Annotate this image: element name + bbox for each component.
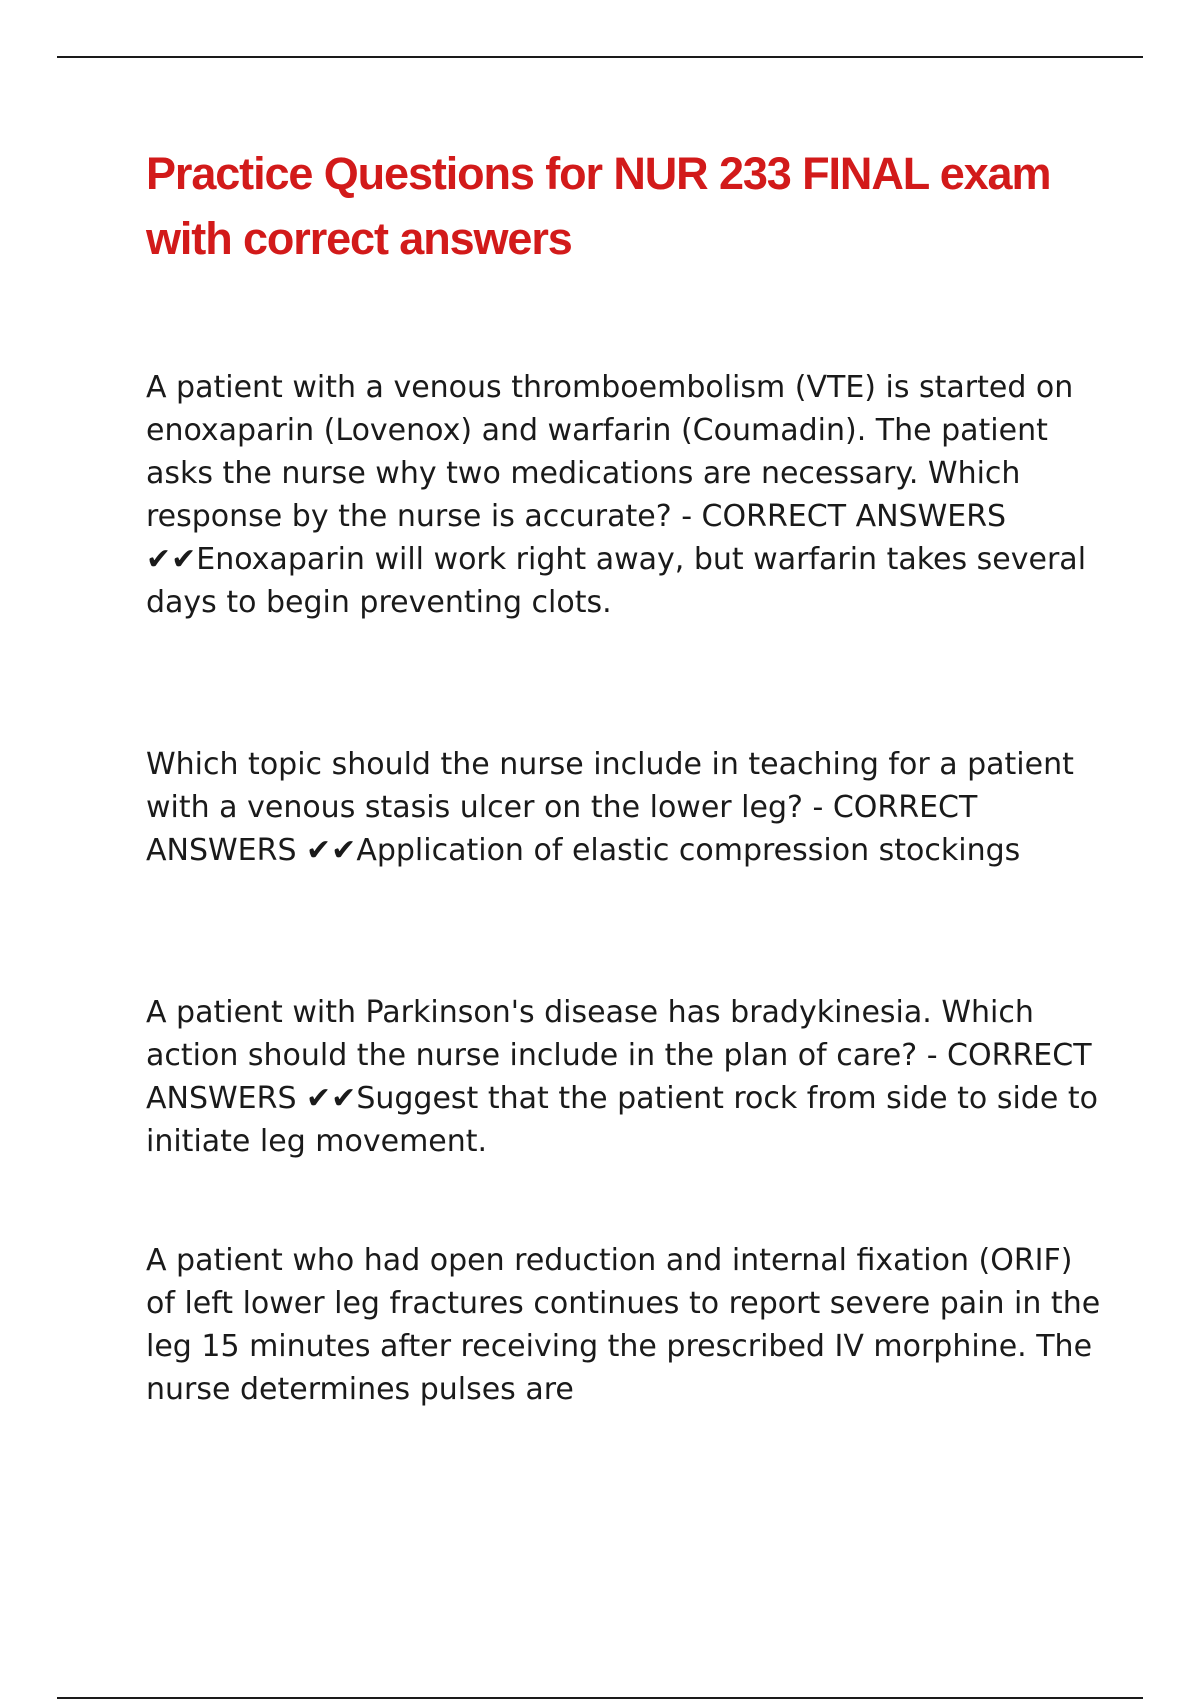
bottom-rule <box>57 1697 1143 1699</box>
question-text: A patient with Parkinson's disease has bradykinesia. Which action should the nurse include in the plan of care? <box>146 995 1044 1073</box>
answer-marker: - CORRECT ANSWERS ✔✔ <box>146 1038 1102 1116</box>
answer-text: Application of elastic compression stockings <box>356 833 1021 868</box>
qa-item <box>146 991 1106 1163</box>
answer-marker: - CORRECT ANSWERS ✔✔ <box>146 790 987 868</box>
answer-marker: - CORRECT ANSWERS ✔✔ <box>146 499 1016 577</box>
top-rule <box>57 56 1143 58</box>
question-text: Which topic should the nurse include in teaching for a patient with a venous stasis ulcer on the lower leg? <box>146 747 1084 825</box>
qa-item <box>146 1239 1110 1411</box>
question-text: A patient with a venous thromboembolism (VTE) is started on enoxaparin (Lovenox) and warfarin (Coumadin). The patient asks the nurse why two medications are necessary. Which response by the nurse is accurate? <box>146 370 1083 534</box>
answer-text: Suggest that the patient rock from side to side to initiate leg movement. <box>146 1081 1108 1159</box>
answer-text: Enoxaparin will work right away, but warfarin takes several days to begin preventing clots. <box>146 542 1096 620</box>
qa-item <box>146 366 1106 624</box>
page-title: Practice Questions for NUR 233 FINAL exam with correct answers <box>146 148 1051 264</box>
question-text: A patient who had open reduction and internal fixation (ORIF) of left lower leg fractures continues to report severe pain in the leg 15 minutes after receiving the prescribed IV morphine. The nurse determines pulses are <box>146 1243 1110 1407</box>
qa-item <box>146 743 1106 872</box>
